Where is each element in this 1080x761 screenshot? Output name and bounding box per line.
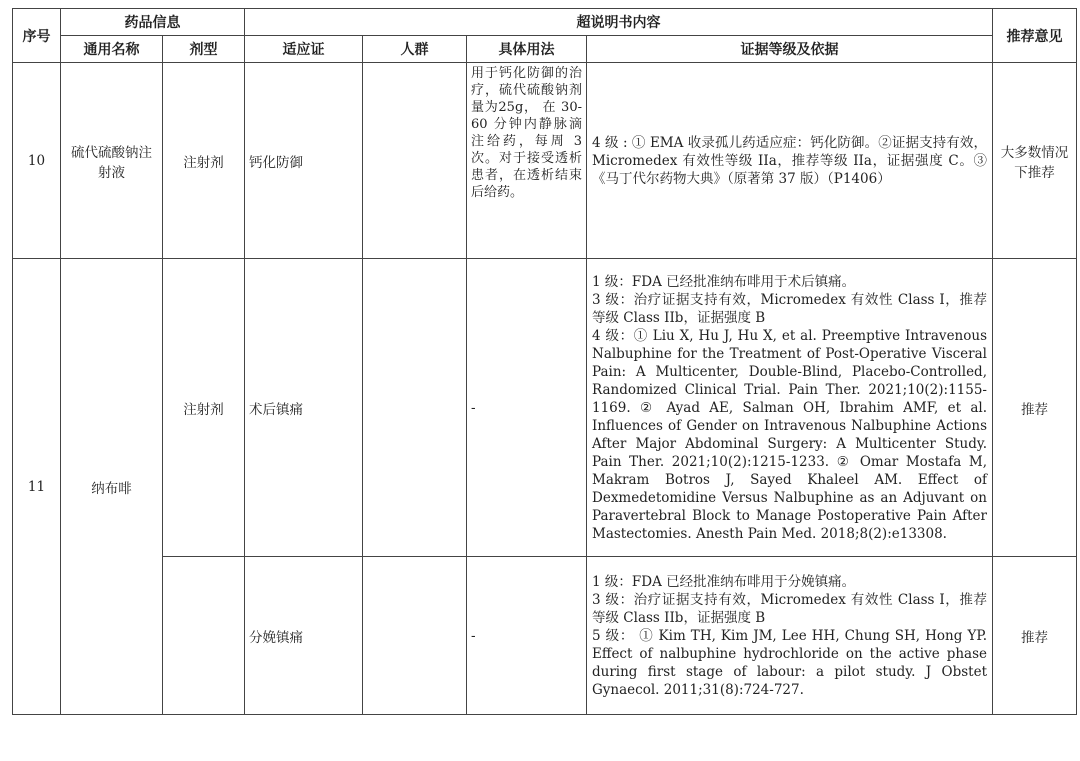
cell-indication: 钙化防御 xyxy=(245,63,363,259)
evidence-line: 4 级 : ① EMA 收录孤儿药适应症：钙化防御。②证据支持有效，Micromedex 有效性等级 IIa，推荐等级 IIa，证据强度 C。③《马丁代尔药物大典》（原著第 37 版）（P1406） xyxy=(592,134,987,187)
cell-usage: 用于钙化防御的治疗，硫代硫酸钠剂量为25g， 在 30-60 分钟内静脉滴注给药，每周 3 次。对于接受透析患者，在透析结束后给药。 xyxy=(467,63,587,259)
cell-dosage-form xyxy=(163,557,245,715)
header-row-1 xyxy=(13,9,1077,36)
cell-indication: 分娩镇痛 xyxy=(245,557,363,715)
cell-seq: 10 xyxy=(13,63,61,259)
cell-seq: 11 xyxy=(13,259,61,715)
cell-population xyxy=(363,259,467,557)
header-dosage-form: 剂型 xyxy=(163,36,245,63)
cell-generic-name: 硫代硫酸钠注射液 xyxy=(61,63,163,259)
evidence-line: 1 级：FDA 已经批准纳布啡用于术后镇痛。 xyxy=(592,273,856,290)
cell-population xyxy=(363,557,467,715)
cell-evidence xyxy=(587,557,993,715)
off-label-drug-table xyxy=(12,8,1077,715)
cell-dosage-form: 注射剂 xyxy=(163,63,245,259)
cell-dosage-form: 注射剂 xyxy=(163,259,245,557)
header-evidence: 证据等级及依据 xyxy=(587,36,993,63)
cell-recommend: 推荐 xyxy=(993,557,1077,715)
cell-recommend: 推荐 xyxy=(993,259,1077,557)
header-indication: 适应证 xyxy=(245,36,363,63)
evidence-line: 3 级：治疗证据支持有效，Micromedex 有效性 Class I，推荐等级 Class IIb，证据强度 B xyxy=(592,291,987,326)
header-recommend: 推荐意见 xyxy=(993,9,1077,63)
evidence-line: 3 级：治疗证据支持有效，Micromedex 有效性 Class I，推荐等级 Class IIb，证据强度 B xyxy=(592,591,987,626)
header-drug-info: 药品信息 xyxy=(61,9,245,36)
evidence-line: 5 级： ① Kim TH, Kim JM, Lee HH, Chung SH, Hong YP. Effect of nalbuphine hydrochloride on the active phase during first stage of labour: a pilot study. J Obstet Gynaecol. 2011;31(8):724-727. xyxy=(592,627,987,698)
cell-usage: - xyxy=(467,259,587,557)
cell-evidence xyxy=(587,259,993,557)
document-page xyxy=(12,8,1076,715)
header-generic-name: 通用名称 xyxy=(61,36,163,63)
header-row-2 xyxy=(13,36,1077,63)
evidence-line: 1 级：FDA 已经批准纳布啡用于分娩镇痛。 xyxy=(592,573,856,590)
cell-population xyxy=(363,63,467,259)
table-row xyxy=(13,259,1077,557)
cell-recommend: 大多数情况下推荐 xyxy=(993,63,1077,259)
header-seq: 序号 xyxy=(13,9,61,63)
header-off-label: 超说明书内容 xyxy=(245,9,993,36)
table-row xyxy=(13,557,1077,715)
evidence-line: 4 级：① Liu X, Hu J, Hu X, et al. Preemptive Intravenous Nalbuphine for the Treatment of Post-Operative Visceral Pain: A Multicenter, Double-Blind, Placebo-Controlled, Randomized Clinical Trial. Pain Ther. 2021;10(2):1155-1169. ② Ayad AE, Salman OH, Ibrahim AMF, et al. Influences of Gender on Intravenous Nalbuphine Actions After Major Abdominal Surgery: A Multicenter Study. Pain Ther. 2021;10(2):1215-1233. ② Omar Mostafa M, Makram Botros J, Sayed Khaleel AM. Effect of Dexmedetomidine Versus Nalbuphine as an Adjuvant on Paravertebral Block to Manage Postoperative Pain After Mastectomies. Anesth Pain Med. 2018;8(2):e13308. xyxy=(592,327,987,542)
header-population: 人群 xyxy=(363,36,467,63)
table-row xyxy=(13,63,1077,259)
cell-indication: 术后镇痛 xyxy=(245,259,363,557)
cell-usage: - xyxy=(467,557,587,715)
cell-generic-name: 纳布啡 xyxy=(61,259,163,715)
header-usage: 具体用法 xyxy=(467,36,587,63)
cell-evidence xyxy=(587,63,993,259)
